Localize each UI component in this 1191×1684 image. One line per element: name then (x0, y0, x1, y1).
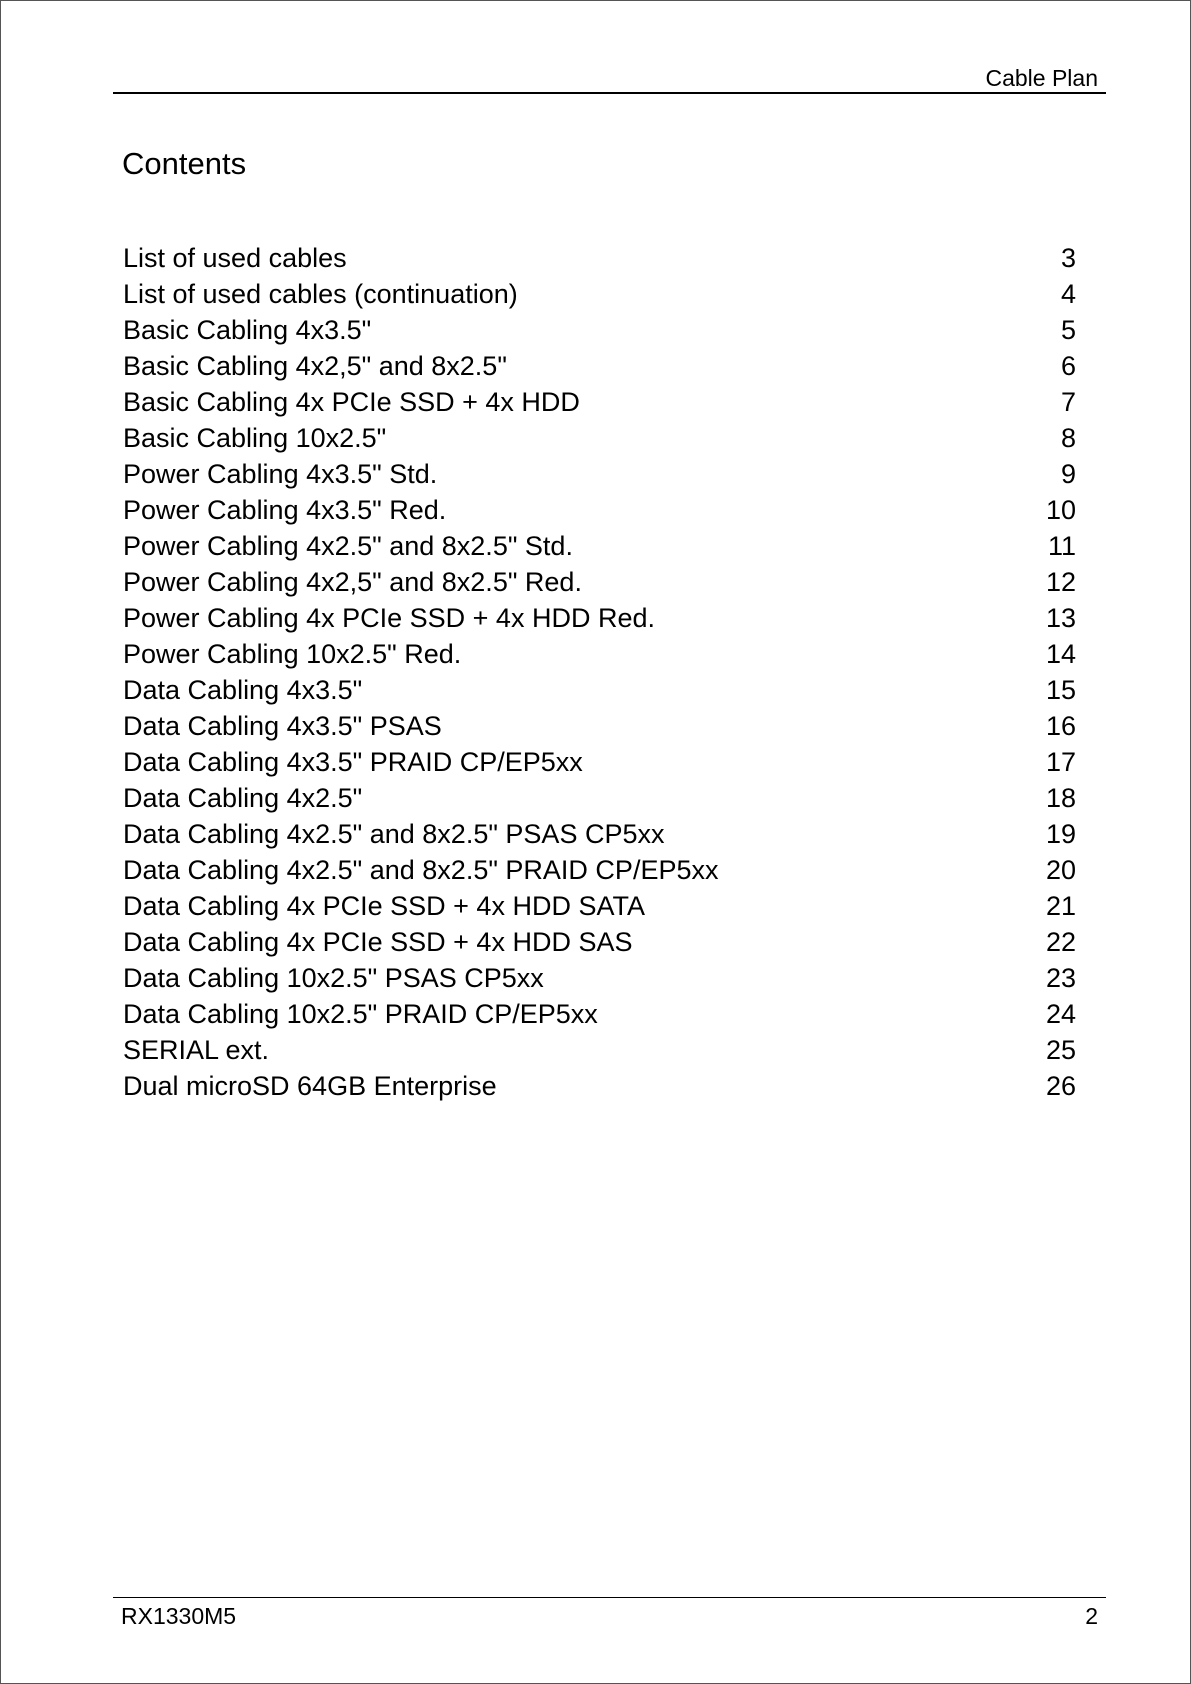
toc-entry[interactable] (123, 420, 1076, 456)
toc-entry-label: Power Cabling 4x2,5" and 8x2.5" Red. (123, 567, 582, 597)
toc-entry-label: Data Cabling 4x PCIe SSD + 4x HDD SATA (123, 891, 645, 921)
toc-entry[interactable] (123, 600, 1076, 636)
toc-entry[interactable] (123, 816, 1076, 852)
toc-entry[interactable] (123, 672, 1076, 708)
toc-entry-page-number: 10 (1045, 495, 1076, 525)
toc-entry-page-number: 9 (1060, 459, 1076, 489)
toc-entry[interactable] (123, 456, 1076, 492)
toc-entry[interactable] (123, 708, 1076, 744)
toc-entry-page-number: 23 (1045, 963, 1076, 993)
toc-entry-label: Dual microSD 64GB Enterprise (123, 1071, 497, 1101)
toc-entry-label: Data Cabling 4x PCIe SSD + 4x HDD SAS (123, 927, 633, 957)
toc-entry[interactable] (123, 996, 1076, 1032)
toc-entry-label: Basic Cabling 4x3.5" (123, 315, 372, 345)
toc-entry-label: Data Cabling 10x2.5" PSAS CP5xx (123, 963, 544, 993)
toc-entry-label: Basic Cabling 4x PCIe SSD + 4x HDD (123, 387, 580, 417)
header-divider (113, 92, 1106, 94)
toc-entry-label: Data Cabling 4x3.5" (123, 675, 363, 705)
toc-entry-page-number: 5 (1060, 315, 1076, 345)
toc-entry-label: Power Cabling 10x2.5" Red. (123, 639, 462, 669)
toc-entry[interactable] (123, 240, 1076, 276)
toc-entry[interactable] (123, 960, 1076, 996)
toc-entry-label: Power Cabling 4x2.5" and 8x2.5" Std. (123, 531, 573, 561)
toc-entry[interactable] (123, 528, 1076, 564)
toc-entry[interactable] (123, 276, 1076, 312)
toc-entry-page-number: 19 (1045, 819, 1076, 849)
toc-entry[interactable] (123, 852, 1076, 888)
toc-entry-label: Data Cabling 4x2.5" and 8x2.5" PSAS CP5xx (123, 819, 665, 849)
toc-entry-page-number: 3 (1060, 243, 1076, 273)
toc-entry-label: Data Cabling 10x2.5" PRAID CP/EP5xx (123, 999, 598, 1029)
toc-entry-label: SERIAL ext. (123, 1035, 270, 1065)
toc-entry[interactable] (123, 636, 1076, 672)
toc-entry-page-number: 11 (1047, 531, 1076, 561)
toc-entry-label: Data Cabling 4x2.5" (123, 783, 363, 813)
toc-entry[interactable] (123, 1068, 1076, 1104)
toc-entry-label: Basic Cabling 4x2,5" and 8x2.5" (123, 351, 507, 381)
contents-heading: Contents (122, 146, 247, 181)
toc-entry-page-number: 7 (1060, 387, 1076, 417)
toc-entry[interactable] (123, 492, 1076, 528)
toc-entry[interactable] (123, 924, 1076, 960)
running-header: Cable Plan (985, 65, 1098, 91)
toc-entry-page-number: 12 (1045, 567, 1076, 597)
toc-entry-label: Data Cabling 4x3.5" PSAS (123, 711, 442, 741)
toc-entry-label: Basic Cabling 10x2.5" (123, 423, 387, 453)
toc-entry[interactable] (123, 312, 1076, 348)
toc-entry-page-number: 20 (1045, 855, 1076, 885)
toc-entry-page-number: 6 (1060, 351, 1076, 381)
toc-entry-page-number: 14 (1045, 639, 1076, 669)
toc-entry-page-number: 25 (1045, 1035, 1076, 1065)
toc-entry-page-number: 13 (1045, 603, 1076, 633)
toc-entry-page-number: 26 (1045, 1071, 1076, 1101)
toc-entry[interactable] (123, 780, 1076, 816)
toc-entry-page-number: 24 (1045, 999, 1076, 1029)
toc-entry-label: Data Cabling 4x3.5" PRAID CP/EP5xx (123, 747, 583, 777)
footer-divider (113, 1597, 1106, 1598)
toc-entry-page-number: 18 (1045, 783, 1076, 813)
toc-entry[interactable] (123, 384, 1076, 420)
toc-entry-label: Power Cabling 4x3.5" Red. (123, 495, 447, 525)
toc-entry-label: Data Cabling 4x2.5" and 8x2.5" PRAID CP/EP5xx (123, 855, 719, 885)
toc-entry[interactable] (123, 564, 1076, 600)
toc-entry-page-number: 16 (1045, 711, 1076, 741)
toc-entry-page-number: 4 (1060, 279, 1076, 309)
toc-entry-label: List of used cables (continuation) (123, 279, 518, 309)
footer-model: RX1330M5 (121, 1603, 237, 1629)
toc-entry-page-number: 15 (1045, 675, 1076, 705)
table-of-contents (123, 240, 1076, 1104)
toc-entry-page-number: 17 (1045, 747, 1076, 777)
footer-page-number: 2 (1085, 1603, 1098, 1629)
toc-entry-label: Power Cabling 4x3.5" Std. (123, 459, 438, 489)
toc-entry[interactable] (123, 744, 1076, 780)
toc-entry-page-number: 21 (1045, 891, 1076, 921)
toc-entry-label: List of used cables (123, 243, 347, 273)
toc-entry[interactable] (123, 1032, 1076, 1068)
toc-entry-label: Power Cabling 4x PCIe SSD + 4x HDD Red. (123, 603, 655, 633)
toc-entry[interactable] (123, 888, 1076, 924)
toc-entry-page-number: 22 (1045, 927, 1076, 957)
toc-entry-page-number: 8 (1060, 423, 1076, 453)
toc-entry[interactable] (123, 348, 1076, 384)
